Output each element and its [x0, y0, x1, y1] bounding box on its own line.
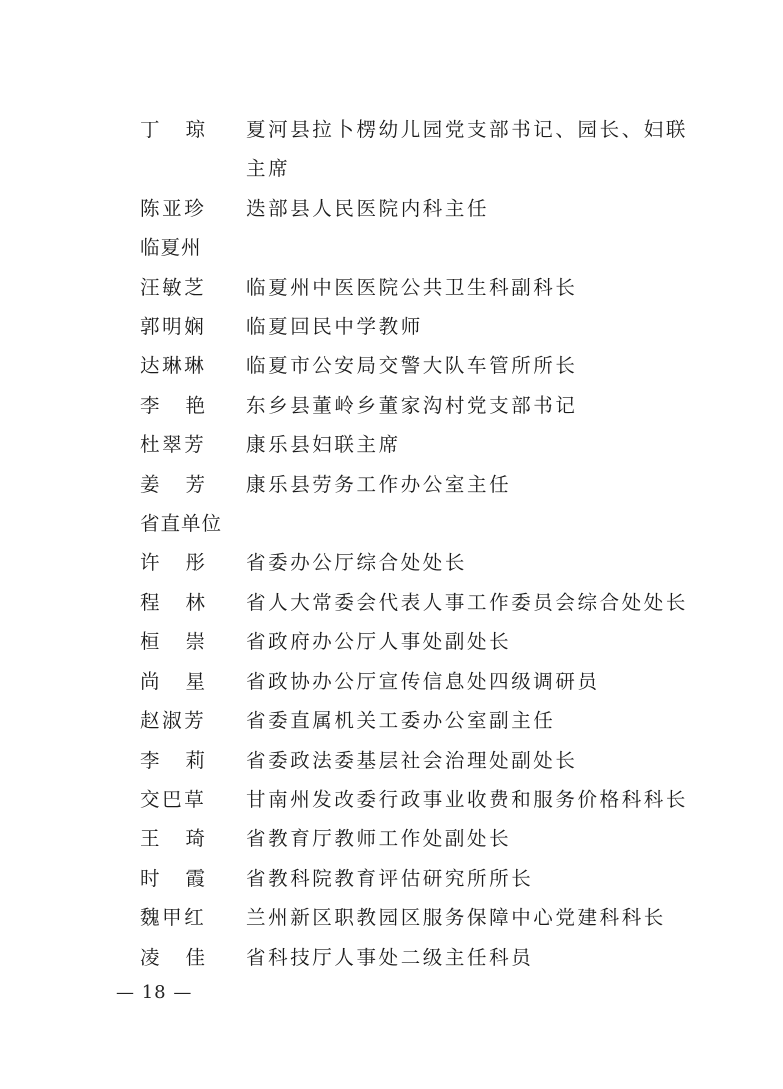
person-title: 临夏市公安局交警大队车管所所长 — [246, 354, 578, 378]
list-item — [140, 662, 700, 701]
person-name: 郭明娴 — [140, 315, 207, 339]
list-item — [140, 189, 700, 228]
list-item — [140, 859, 700, 898]
person-title: 省委直属机关工委办公室副主任 — [246, 709, 556, 733]
list-item — [140, 307, 700, 346]
list-item — [140, 780, 700, 819]
person-name: 李莉 — [140, 748, 232, 772]
person-title: 省教科院教育评估研究所所长 — [246, 866, 534, 890]
list-item — [140, 622, 700, 661]
person-name: 杜翠芳 — [140, 433, 207, 457]
list-item — [140, 741, 700, 780]
list-item — [140, 346, 700, 385]
person-name: 尚星 — [140, 669, 232, 693]
person-name: 王琦 — [140, 827, 232, 851]
list-item — [140, 819, 700, 858]
person-name: 姜芳 — [140, 472, 232, 496]
person-title: 省委办公厅综合处处长 — [246, 551, 468, 575]
section-heading — [140, 504, 700, 543]
honoree-list — [140, 110, 700, 977]
list-item — [140, 938, 700, 977]
person-name: 交巴草 — [140, 787, 207, 811]
section-heading-text: 省直单位 — [140, 512, 223, 536]
page-number: — 18 — — [116, 982, 193, 1003]
person-name: 李艳 — [140, 393, 232, 417]
person-name: 陈亚珍 — [140, 196, 207, 220]
person-title: 临夏州中医医院公共卫生科副科长 — [246, 275, 578, 299]
list-item — [140, 110, 700, 189]
person-title: 省教育厅教师工作处副处长 — [246, 827, 512, 851]
list-item — [140, 583, 700, 622]
person-title: 迭部县人民医院内科主任 — [246, 196, 490, 220]
person-name: 许彤 — [140, 551, 232, 575]
person-name: 赵淑芳 — [140, 709, 207, 733]
person-title: 省科技厅人事处二级主任科员 — [246, 945, 534, 969]
person-title: 省委政法委基层社会治理处副处长 — [246, 748, 578, 772]
list-item — [140, 268, 700, 307]
person-name: 魏甲红 — [140, 906, 207, 930]
person-name: 桓崇 — [140, 630, 232, 654]
person-name: 时霞 — [140, 866, 232, 890]
list-item — [140, 701, 700, 740]
list-item — [140, 425, 700, 464]
list-item — [140, 465, 700, 504]
section-heading-text: 临夏州 — [140, 236, 202, 260]
person-title: 夏河县拉卜楞幼儿园党支部书记、园长、妇联主席 — [246, 118, 689, 181]
person-title: 康乐县劳务工作办公室主任 — [246, 472, 512, 496]
person-title: 康乐县妇联主席 — [246, 433, 401, 457]
section-heading — [140, 228, 700, 267]
list-item — [140, 543, 700, 582]
person-title: 兰州新区职教园区服务保障中心党建科科长 — [246, 906, 666, 930]
person-name: 凌佳 — [140, 945, 232, 969]
person-title: 临夏回民中学教师 — [246, 315, 423, 339]
list-item — [140, 898, 700, 937]
person-title: 东乡县董岭乡董家沟村党支部书记 — [246, 393, 578, 417]
person-title: 省人大常委会代表人事工作委员会综合处处长 — [246, 590, 689, 614]
person-name: 汪敏芝 — [140, 275, 207, 299]
person-name: 程林 — [140, 590, 232, 614]
list-item — [140, 386, 700, 425]
person-name: 达琳琳 — [140, 354, 207, 378]
person-title: 甘南州发改委行政事业收费和服务价格科科长 — [246, 787, 689, 811]
person-title: 省政府办公厅人事处副处长 — [246, 630, 512, 654]
person-title: 省政协办公厅宣传信息处四级调研员 — [246, 669, 600, 693]
person-name: 丁琼 — [140, 118, 232, 141]
